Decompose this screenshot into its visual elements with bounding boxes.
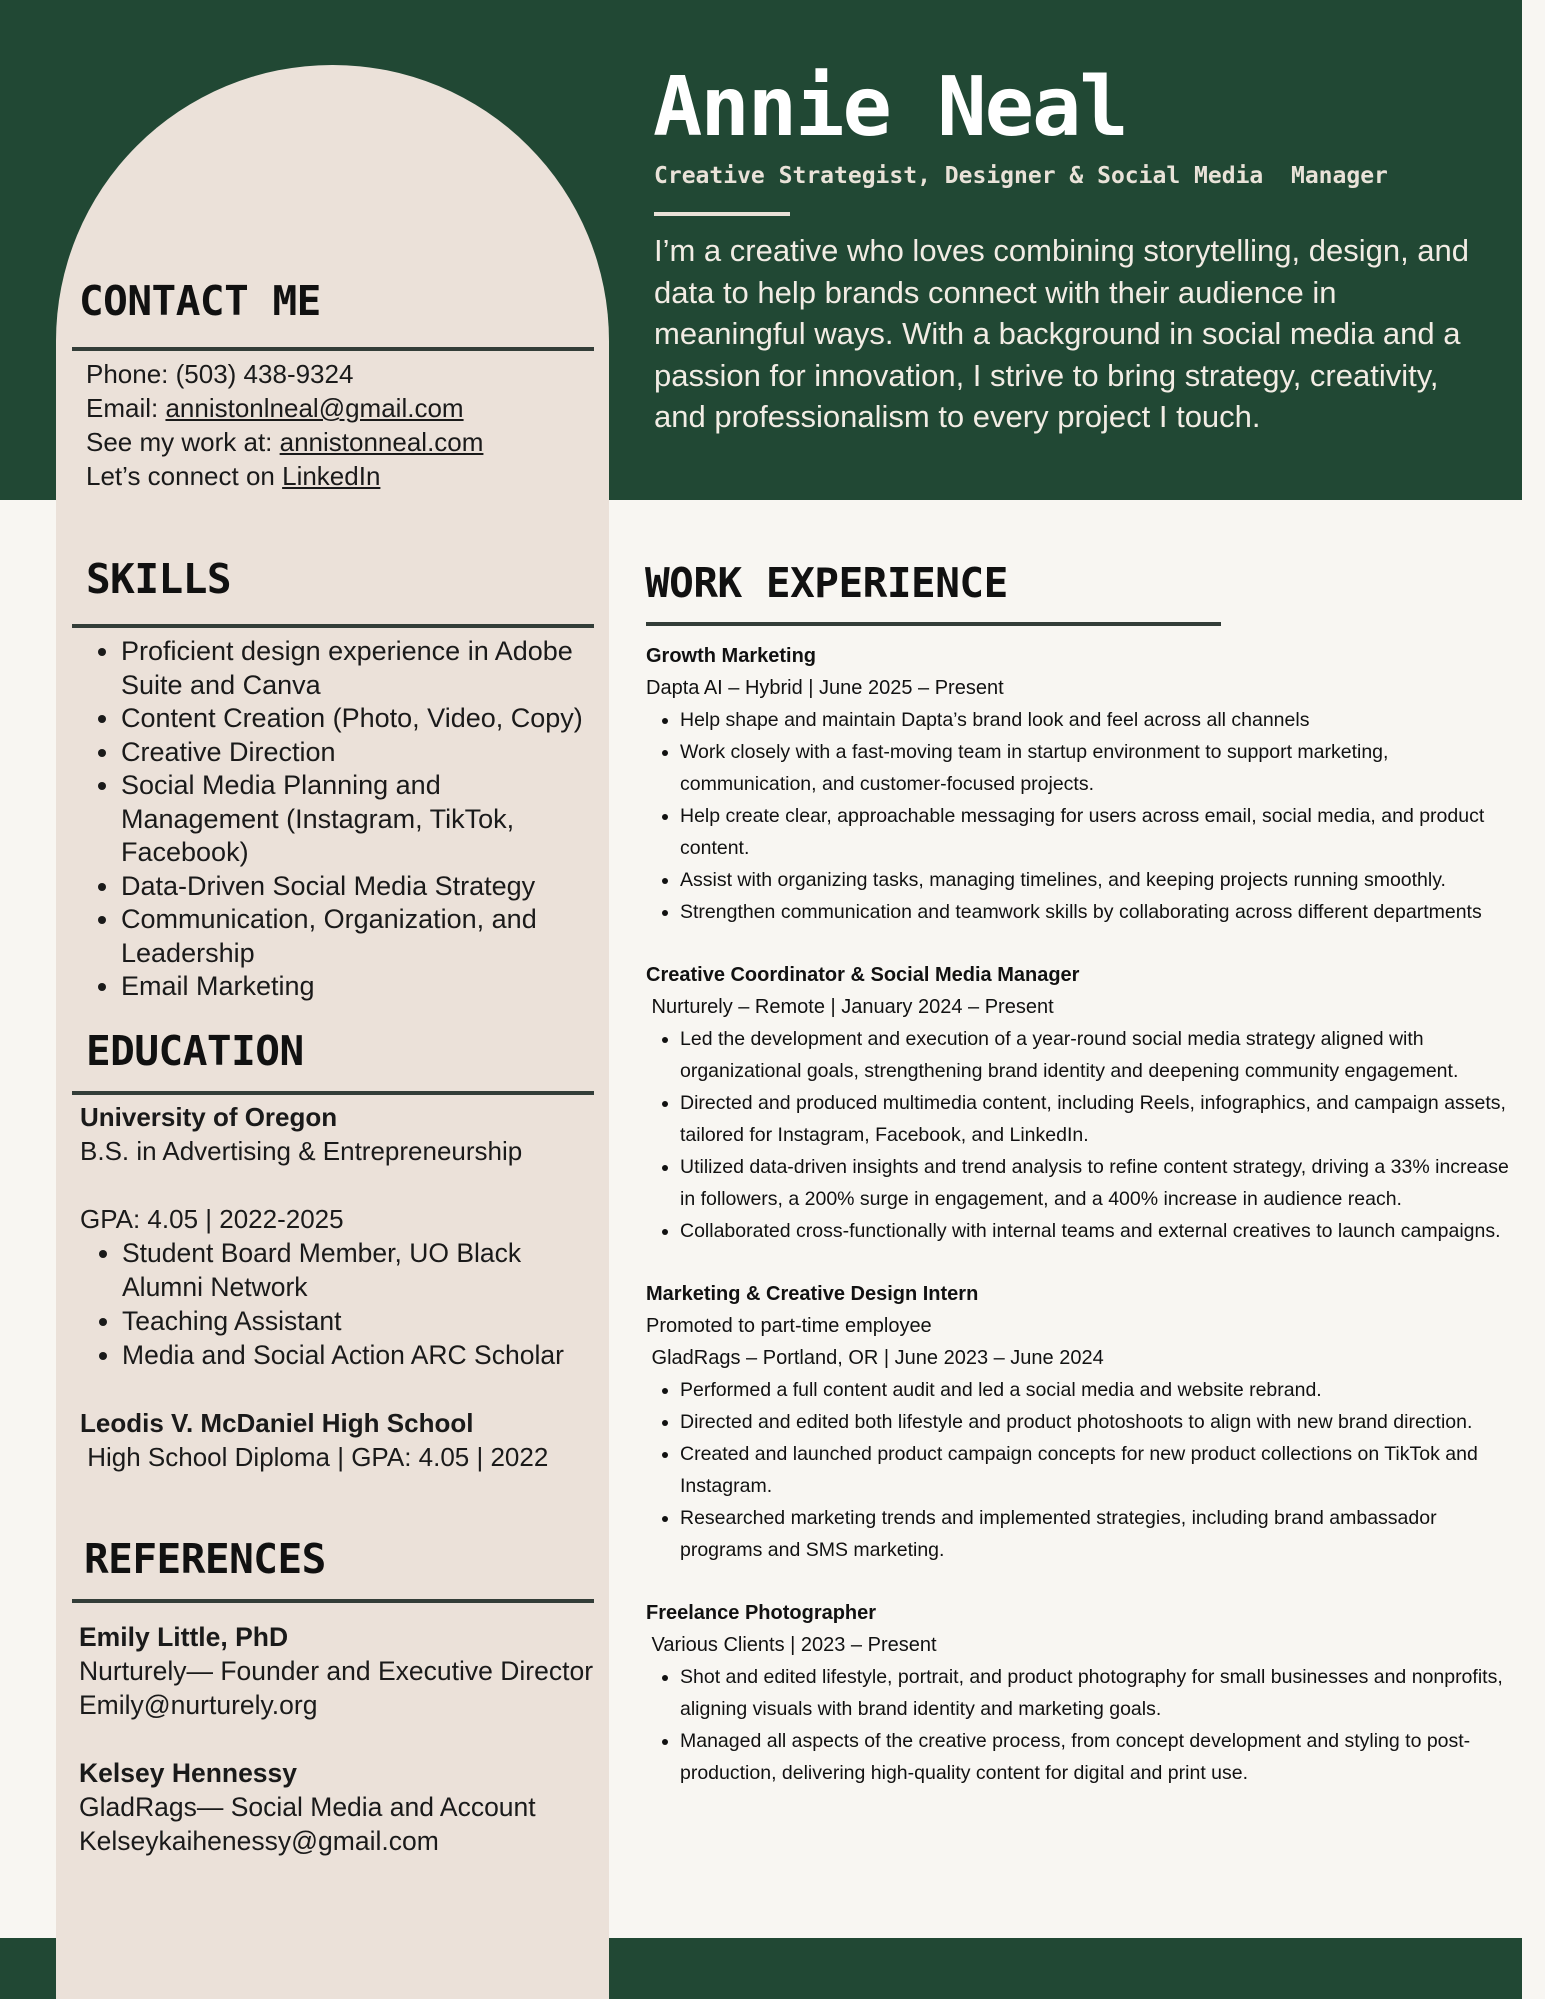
skills-heading: SKILLS <box>86 555 232 603</box>
job-title: Marketing & Creative Design Intern <box>646 1283 979 1305</box>
job-bullet: • Utilized data-driven insights and trend analysis to refine content strategy, driving a 33% increase in followers, a 200% surge in engagement, and a 400% increase in audience reach. <box>680 1151 1516 1215</box>
job-bullet: • Managed all aspects of the creative process, from concept development and styling to post-production, delivering high-quality content for digital and print use. <box>680 1725 1516 1789</box>
references-section <box>79 1620 609 1858</box>
references-heading: REFERENCES <box>84 1535 326 1583</box>
job-bullet: • Help create clear, approachable messaging for users across email, social media, and product content. <box>680 800 1516 864</box>
reference-email: Kelseykaihenessy@gmail.com <box>79 1826 439 1856</box>
job-bullet: • Led the development and execution of a year-round social media strategy aligned with organizational goals, strengthening brand identity and deepening community engagement. <box>680 1023 1516 1087</box>
job-title: Growth Marketing <box>646 645 817 667</box>
job-entry <box>646 640 1516 928</box>
education-heading: EDUCATION <box>86 1027 304 1075</box>
job-bullet: • Work closely with a fast-moving team in startup environment to support marketing, communication, and customer-focused projects. <box>680 736 1516 800</box>
reference-name: Emily Little, PhD <box>79 1622 289 1652</box>
job-bullet: • Strengthen communication and teamwork skills by collaborating across different departments <box>680 896 1516 928</box>
contact-details <box>86 357 483 493</box>
activity-item: • Media and Social Action ARC Scholar <box>122 1338 600 1372</box>
skill-item: • Communication, Organization, and Leadership <box>121 903 585 970</box>
job-meta: Nurturely – Remote | January 2024 – Present <box>646 996 1054 1018</box>
contact-email-line: Email: annistonlneal@gmail.com <box>86 393 464 423</box>
school-name: University of Oregon <box>80 1102 338 1132</box>
phone-number: (503) 438-9324 <box>175 359 354 389</box>
footer-band-left <box>0 1938 56 1999</box>
job-bullet: • Created and launched product campaign concepts for new product collections on TikTok and Instagram. <box>680 1438 1516 1502</box>
job-bullet: • Performed a full content audit and led a social media and website rebrand. <box>680 1374 1516 1406</box>
education-divider <box>72 1091 594 1095</box>
job-entry <box>646 959 1516 1247</box>
job-bullet: • Assist with organizing tasks, managing timelines, and keeping projects running smoothly. <box>680 864 1516 896</box>
skill-item: • Creative Direction <box>121 736 585 770</box>
skill-item: • Social Media Planning and Management (Instagram, TikTok, Facebook) <box>121 769 585 870</box>
job-bullet: • Collaborated cross-functionally with internal teams and external creatives to launch campaigns. <box>680 1215 1516 1247</box>
job-title: Freelance Photographer <box>646 1602 877 1624</box>
job-entry <box>646 1597 1516 1789</box>
job-bullet: • Directed and edited both lifestyle and product photoshoots to align with new brand direction. <box>680 1406 1516 1438</box>
footer-band-right <box>609 1938 1522 1999</box>
resume-subtitle: Creative Strategist, Designer & Social Media Manager <box>654 163 1388 189</box>
skills-divider <box>72 624 594 628</box>
linkedin-link[interactable]: LinkedIn <box>282 461 381 491</box>
work-heading: WORK EXPERIENCE <box>645 559 1008 607</box>
job-title: Creative Coordinator & Social Media Manager <box>646 964 1080 986</box>
job-bullet: • Help shape and maintain Dapta’s brand look and feel across all channels <box>680 704 1516 736</box>
skill-item: • Content Creation (Photo, Video, Copy) <box>121 702 585 736</box>
resume-name: Annie Neal <box>653 60 1127 155</box>
reference-email: Emily@nurturely.org <box>79 1690 318 1720</box>
reference-name: Kelsey Hennessy <box>79 1758 298 1788</box>
school-name: Leodis V. McDaniel High School <box>80 1408 474 1438</box>
skill-item: • Proficient design experience in Adobe Suite and Canva <box>121 635 585 702</box>
job-entry <box>646 1278 1516 1566</box>
job-meta: GladRags – Portland, OR | June 2023 – June 2024 <box>646 1347 1104 1369</box>
reference-role: Nurturely— Founder and Executive Director <box>79 1656 594 1686</box>
degree: High School Diploma | GPA: 4.05 | 2022 <box>80 1442 549 1472</box>
degree: B.S. in Advertising & Entrepreneurship <box>80 1136 523 1166</box>
job-meta: Various Clients | 2023 – Present <box>646 1634 937 1656</box>
job-meta: Dapta AI – Hybrid | June 2025 – Present <box>646 677 1004 699</box>
reference-role: GladRags— Social Media and Account <box>79 1792 536 1822</box>
email-link[interactable]: annistonlneal@gmail.com <box>165 393 464 423</box>
job-meta: Promoted to part-time employee <box>646 1315 932 1337</box>
job-bullet: • Researched marketing trends and implemented strategies, including brand ambassador programs and SMS marketing. <box>680 1502 1516 1566</box>
work-experience <box>646 640 1516 1820</box>
website-link[interactable]: annistonneal.com <box>279 427 484 457</box>
work-divider <box>646 622 1221 626</box>
skill-item: • Email Marketing <box>121 970 585 1004</box>
job-bullet: • Directed and produced multimedia content, including Reels, infographics, and campaign assets, tailored for Instagram, Facebook, and LinkedIn. <box>680 1087 1516 1151</box>
references-divider <box>72 1599 594 1603</box>
contact-linkedin-line: Let’s connect on LinkedIn <box>86 461 381 491</box>
skills-list <box>85 635 585 1004</box>
contact-website-line: See my work at: annistonneal.com <box>86 427 484 457</box>
job-bullet: • Shot and edited lifestyle, portrait, and product photography for small businesses and nonprofits, aligning visuals with brand identity and marketing goals. <box>680 1661 1516 1725</box>
contact-heading: CONTACT ME <box>79 277 321 325</box>
summary-paragraph: I’m a creative who loves combining storytelling, design, and data to help brands connect with their audience in meaningful ways. With a background in social media and a passion for innovation, I strive to bring strategy, creativity, and professionalism to every project I touch. <box>654 233 1470 434</box>
education-section <box>80 1100 600 1474</box>
education-activities <box>80 1236 600 1372</box>
skill-item: • Data-Driven Social Media Strategy <box>121 870 585 904</box>
activity-item: • Student Board Member, UO Black Alumni Network <box>122 1236 600 1304</box>
activity-item: • Teaching Assistant <box>122 1304 600 1338</box>
gpa: GPA: 4.05 | 2022-2025 <box>80 1204 344 1234</box>
contact-phone-line: Phone: (503) 438-9324 <box>86 359 354 389</box>
contact-divider <box>72 347 594 351</box>
subtitle-divider <box>654 212 790 216</box>
